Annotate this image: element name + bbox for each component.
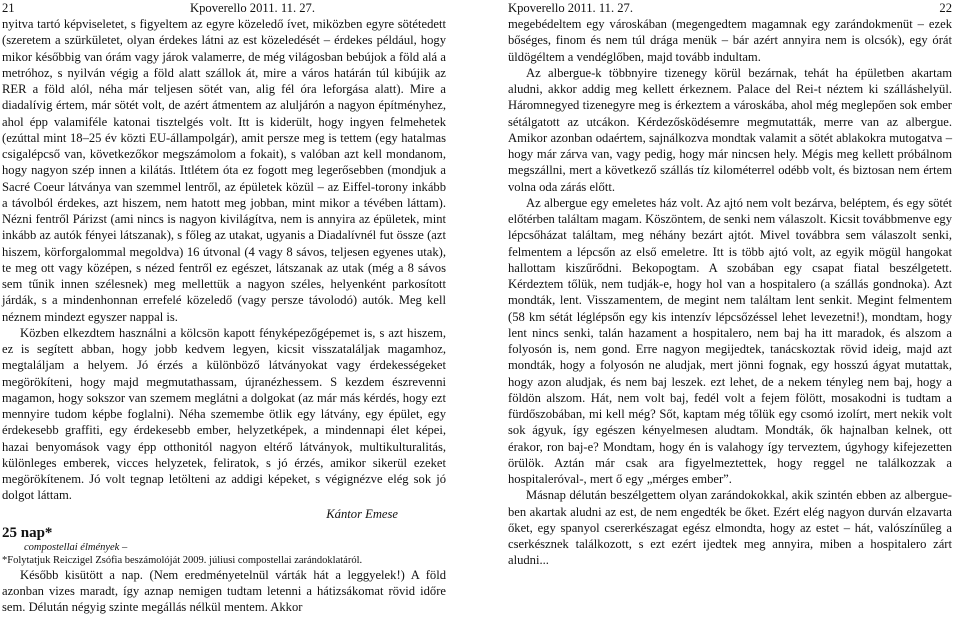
- author-signature: Kántor Emese: [326, 506, 398, 521]
- right-column: [508, 0, 952, 569]
- right-paragraph-4: Másnap délután beszélgettem olyan zarándokokkal, akik szintén ebben az albergue-ben akartak aludni az est, de nem engedték be őket. Ezért elég nagyon durván elzavarta őket, egy spanyol csererkészagat egész elmondta, hogy az estet – hát, valószínűleg a cserkésznek találkozott, s ezt ezért ijedtek meg annyira, miben a hospitalero zárt aludni...: [508, 488, 952, 568]
- article-title: 25 nap*: [2, 524, 53, 541]
- right-paragraph-1: megebédeltem egy városkában (megengedtem magamnak egy zarándokmenüt – ezek bőséges, finom és nem túl drága menük – bár azért annyira nem is olcsók), egy órát üldögéltem a vendéglőben, majd tovább indultam.: [508, 17, 952, 64]
- right-page-header: [508, 0, 952, 16]
- left-paragraph-2: Közben elkezdtem használni a kölcsön kapott fényképezőgépemet is, s azt hiszem, ez is segített abban, hogy jobb kedvem legyen, kicsit visszataláljak magamhoz, megtaláljam a helyem. Jó érzés a különböző látványokat vagy érdekességeket megörökíteni, hogy majd megmutathassam, újranézhessem. S kezdem észrevenni magamon, hogy sokszor van szemem meglátni a dolgokat (az már más kérdés, hogy ezt mennyire tudom képbe foglalni). Néha szemembe ötlik egy látvány, egy épület, egy érdekesebb graffiti, egy érdekesebb ember, helyzetképek, a mindennapi élet képei, hazai benyomások vagy épp otthonitól nagyon eltérő látványok, multikulturalitás, különleges emberek, vicces helyzetek, feliratok, s jó érzés, amikor sikerül ezeket megörökítenem. Jó volt tegnap letölteni az addigi képeket, s végignézve elég sok jó dolgot láttam.: [2, 325, 446, 503]
- right-paragraph-3: Az albergue egy emeletes ház volt. Az ajtó nem volt bezárva, beléptem, és egy sötét előtérben találtam magam. Köszöntem, de senki nem válaszolt. Kicsit továbbmenve egy lépcsőházat találtam, meg néhány bezárt ajtót. Mivel továbbra sem válaszolt senki, felmentem a lépcsőn az első emeletre. Itt is több ajtó volt, az egyik mögül hangokat hallottam kiszűrődni. Bekopogtam. A szobában egy csapat fiatal beszélgetett. Kérdeztem tőlük, nem tudják-e, hogy hol van a hospitalero (a szállás gondnoka). Azt mondták, lent. Visszamentem, de megint nem találtam lent senkit. Megint felmentem (58 km sétát léglépsőn egy kis intenzív lépcsőzéssel lehet levezetni!), mondtam, hogy lent nincs senki, talán hazament a hospitalero, nem baj ha itt maradok, és alszom a folyosón is, nem gond. Erre nagyon megijedtek, tanácskoztak rövid ideig, majd azt mondták, hogy a folyosón ne aludjak, mert jönni fognak, egy hosszú ágyat mutattak, hogy azon aludjak, és nem baj leszek. ezt lehet, de a nekem tényleg nem baj, hogy a földön alszom. Hát, nem volt baj, fedél volt a fejem fölött, mosakodni is tudtam a fürdőszobában, mi kell még? Sőt, kaptam még tőlük egy csomó izolírt, mert nekik volt sok ágyuk, így egészen kényelmesen aludtam. Mondták, ők hajnalban kelnek, ott érakor, ron baj-e? Mondtam, hogy én is valahogy így terveztem, úgyhogy kifejezetten örülök. Aztán már csak ara figyelmeztettek, hogy reggel ne találkozzak a hospitaleróval-, mert ő egy „mérges ember”.: [508, 195, 952, 486]
- right-paragraph-2: Az albergue-k többnyire tizenegy körül bezárnak, tehát ha épületben akartam aludni, akkor addig meg kellett érkeznem. Palace del Rei-t néztem ki szálláshelyül. Háromnegyed tizenegyre meg is érkeztem a városkába, ahol még meglepően sok ember sétálgatott az utcákon. Kérdezősködésemre megmutatták, merre van az albergue. Amikor azonban odaértem, sajnálkozva mondtak valamit a sötét ablakokra mutogatva – hogy már zárva van, vagy pedig, hogy már nincsen hely. Mégis meg kellett próbálnom megszállni, mert a következő szállás tíz kilométerrel odébb volt, és biztosan nem értem volna oda zárás előtt.: [508, 65, 952, 194]
- article-footnote: *Folytatjuk Reiczigel Zsófia beszámolóját 2009. júliusi compostellai zarándoklatáról.: [2, 554, 363, 566]
- left-column: [2, 0, 446, 616]
- right-issue-label: Kpoverello 2011. 11. 27.: [508, 1, 633, 15]
- article-subtitle: compostellai élmények –: [24, 541, 128, 553]
- left-issue-label: Kpoverello 2011. 11. 27.: [190, 1, 315, 15]
- left-paragraph-3: Később kisütött a nap. (Nem eredményetelnül várták hát a leggyelek!) A föld azonban vizes maradt, így aznap nemigen tudtam letenni a hátizsákomat rövid időre sem. Délután négyig szinte megállás nélkül mentem. Akkor: [2, 567, 446, 615]
- left-paragraph-1: nyitva tartó képviseletet, s figyeltem az egyre közeledő ívet, miközben egyre sötétedett (szeretem a szürkületet, olyan érdekes látni az est közeledését – érdekes például, hogy mikor későbbig van órám vagy járok valamerre, de még világosban bebújok a föld alá a metróhoz, s nyilván végig a föld alatt szállok át, mire a város határán túl kibújik az RER a föld alól, néha már teljesen sötét van, alig fél óra leforgása alatt). Mire a diadalívig értem, már sötét volt, de azért átmentem az aluljárón a nagyon építményhez, ahol épp valamiféle katonai tisztelgés volt. Itt is kiderült, hogy ingyen felmehetek (ezúttal mint 18–25 év közti EU-állampolgár), amit persze meg is tettem (egy hatalmas csigalépcső van, következőkor megszámolom a fokait), s valóban azt kell mondanom, hogy nagyon szép innen a kilátás. Ittlétem óta ez fogott meg legerősebben (mondjuk a Sacré Coeur látványa van szemmel lentről, az épületek közül – az Eiffel-torony inkább a távolból érdekes, azt hiszem, nem hatott meg jobban, mint mikor a tévében láttam). Nézni fentről Párizst (ami nincs is nagyon kivilágítva, nem is annyira az épületek, mint inkább az autók fényei látszanak), s főleg az utakat, ugyanis a Diadalívnél fut össze (azt hiszem, körforgalommal megoldva) 16 útvonal (4 vagy 8 sávos, teljesen egyenes utak), te meg ott vagy középen, s nézed fentről ez egészet, látszanak az utak (még a 8 sávos sem tűnik innen szélesnek) meg mellettük a nagyon széles, helyenként parkosított járdák, s a mindenhonnan errefelé közeledő (vagy persze távolodó) autók. Meg kell néznem mindezt egyszer nappal is.: [2, 17, 446, 324]
- left-page-number: 21: [2, 1, 15, 15]
- right-page-number: 22: [939, 1, 952, 15]
- left-page-header: [2, 0, 446, 16]
